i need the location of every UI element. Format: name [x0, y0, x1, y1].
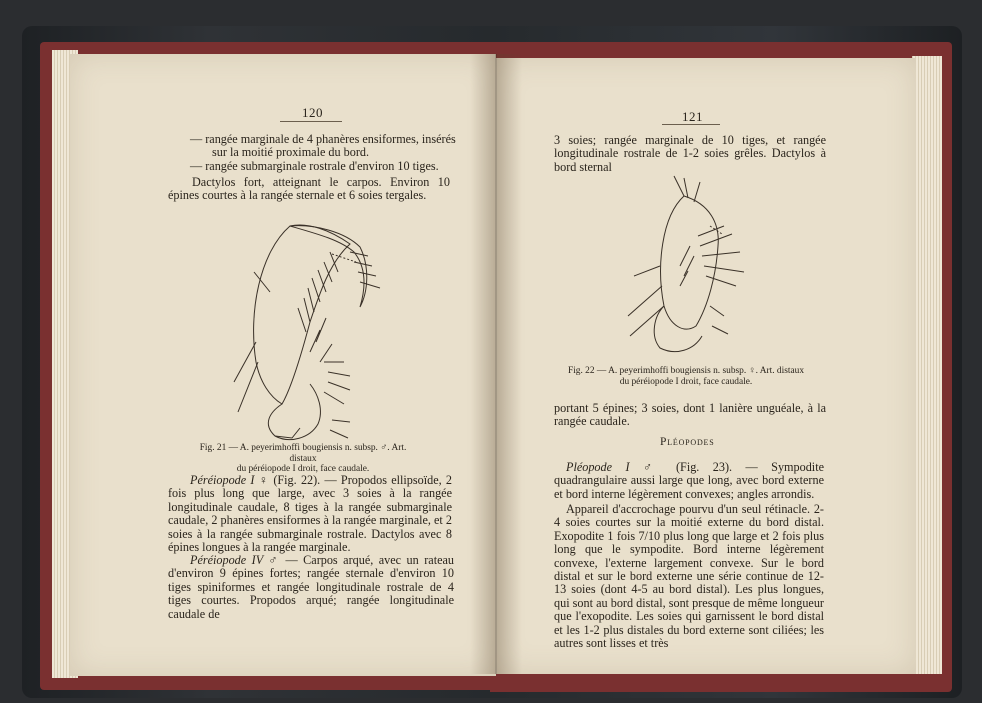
appareil-paragraph: Appareil d'accrochage pourvu d'un seul rétinacle. 2-4 soies courtes sur la moitié externe du bord distal. Exopodite 1 fois 7/10 plus long que large et 2 fois plus long que le sympodite. Bord interne légèrement convexe, l'externe largement convexe. Sur le bord distal et sur le bord externe une série continue de 12-13 soies (dont 4-5 au bord distal). Les plus longues, qui sont au bord distal, sont presque de même longueur que l'exopodite. Les soies qui garnissent le bord distal et les 1-2 plus distales du bord externe sont ciliées; les autres sont lisses et très: [554, 502, 824, 651]
pereiopode-i-female-paragraph: [168, 474, 452, 554]
figure-22-caption: [566, 366, 806, 387]
page-number: 120: [302, 105, 323, 120]
section-heading: Pléopodes: [660, 436, 715, 448]
figure-21-drawing: [220, 212, 390, 442]
figure-21-caption-line-1: Fig. 21 — A. peyerimhoffi bougiensis n. subsp. ♂. Art. distaux: [199, 443, 407, 464]
after-figure-paragraph: portant 5 épines; 3 soies, dont 1 lanière unguéale, à la rangée caudale.: [554, 401, 826, 429]
top-line-3: — rangée submarginale rostrale d'environ 10 tiges.: [190, 158, 439, 173]
figure-22-caption-line-1: Fig. 22 — A. peyerimhoffi bougiensis n. subsp. ♀. Art. distaux: [567, 366, 805, 376]
pleopode-i-male-paragraph: [554, 461, 824, 501]
page-number-rule: [662, 124, 720, 125]
top-line-1: — rangée marginale de 4 phanères ensiformes, insérés: [190, 132, 456, 146]
pleopode-i-male-text: (Fig. 23). — Sympodite quadrangulaire aussi large que long, avec bord externe et bord interne légèrement convexes; angles arrondis.: [554, 460, 824, 501]
pleopode-i-male-lead: Pléopode I ♂: [566, 460, 663, 474]
book-gutter: [470, 54, 522, 674]
left-page: [70, 54, 496, 676]
pereiopode-iv-male-text: — Carpos arqué, avec un rateau d'environ 9 épines fortes; rangée sternale d'environ 10 tiges spiniformes et rangée longitudinale rostrale de 4 tiges courtes. Propodos arqué; rangée longitudinale caudale de: [168, 553, 454, 621]
pereiopode-i-female-text: (Fig. 22). — Propodos ellipsoïde, 2 fois plus long que large, avec 3 soies à la rangée longitudinale caudale, 8 tiges à la rangée submarginale caudale, 2 phanères ensiformes à la rangée marginale, et 2 soies à la rangée submarginale rostrale. Dactylos avec 8 épines longues à la rangée marginale.: [168, 473, 452, 555]
page-edges-right: [912, 56, 942, 674]
figure-21-caption-line-2: du péréiopode I droit, face caudale.: [236, 464, 370, 475]
right-top-paragraph: 3 soies; rangée marginale de 10 tiges, et rangée longitudinale rostrale de 1-2 soies grêles. Dactylos à bord sternal: [554, 133, 826, 174]
page-number-rule: [280, 121, 342, 122]
figure-22-caption-line-2: du péréiopode I droit, face caudale.: [619, 376, 753, 387]
figure-22-drawing: [624, 176, 764, 356]
top-lines: [190, 133, 480, 173]
dactylos-paragraph: Dactylos fort, atteignant le carpos. Environ 10 épines courtes à la rangée sternale et 6 soies tergales.: [168, 175, 450, 203]
figure-21-caption: [188, 443, 418, 475]
right-page: [496, 58, 916, 674]
pereiopode-iv-male-lead: Péréiopode IV ♂: [190, 553, 280, 567]
top-line-2: sur la moitié proximale du bord.: [212, 145, 370, 160]
pereiopode-iv-male-paragraph: [168, 554, 454, 621]
pereiopode-i-female-lead: Péréiopode I ♀: [190, 473, 270, 487]
page-number: 121: [682, 109, 703, 124]
